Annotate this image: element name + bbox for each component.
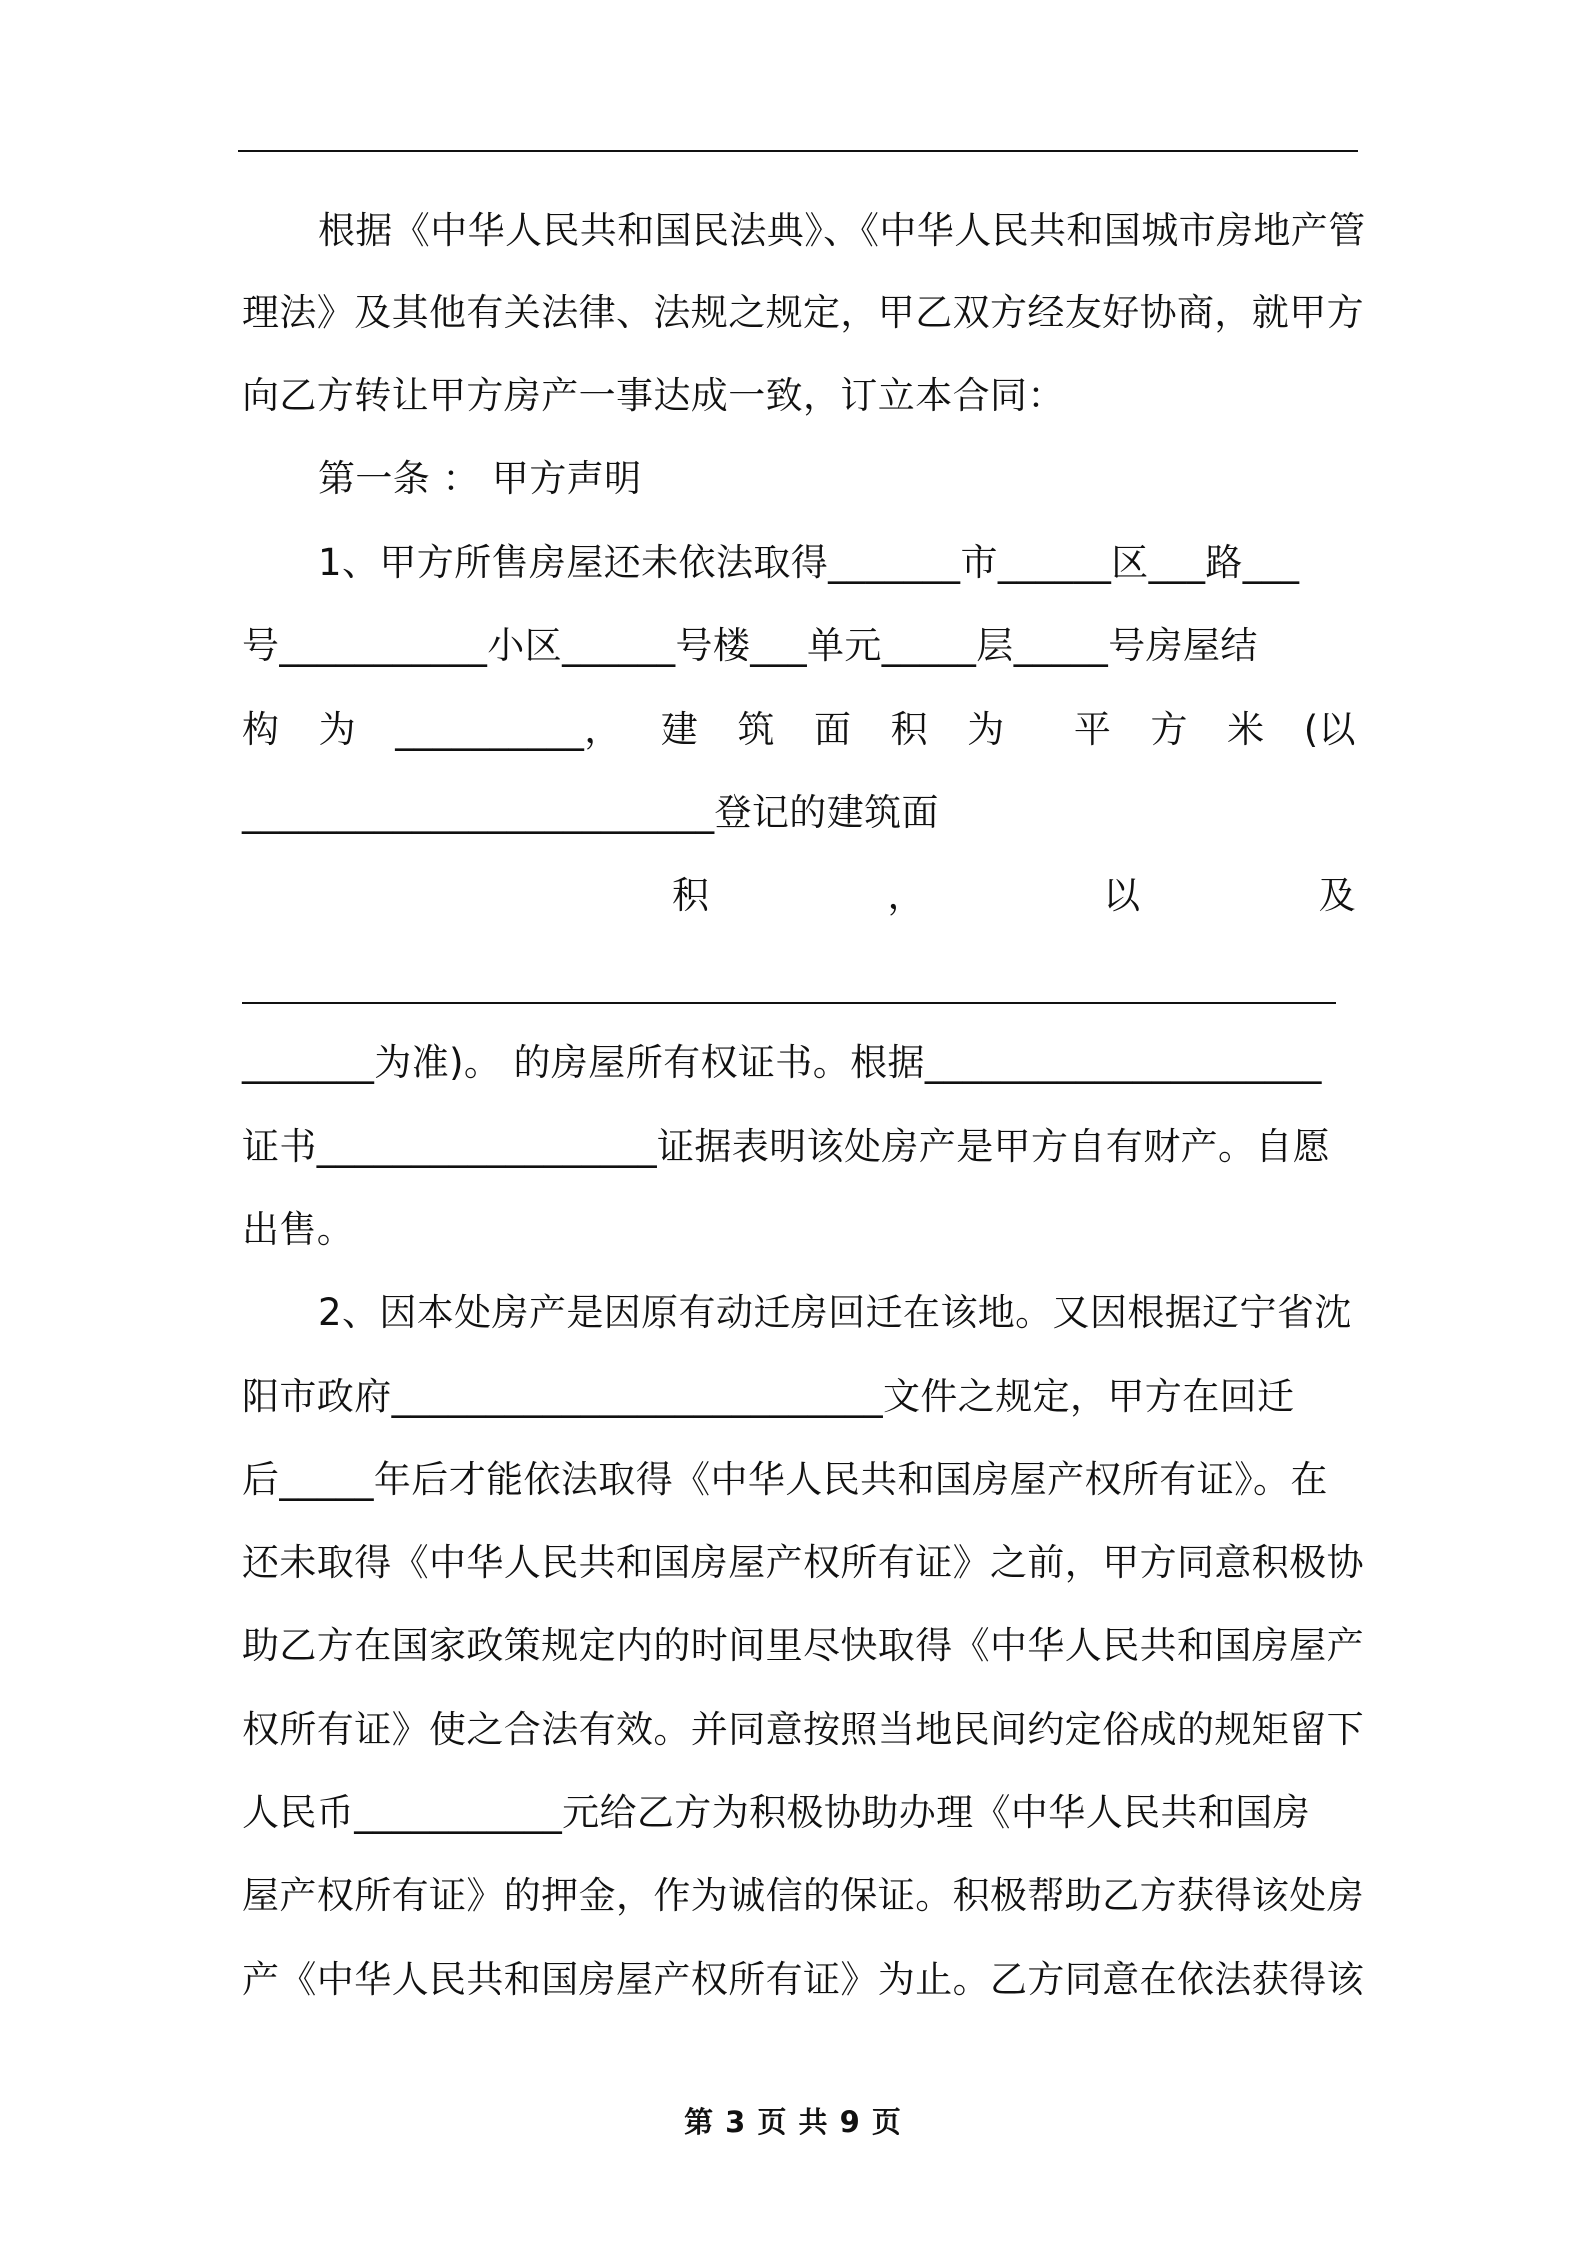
word: 及 — [1318, 874, 1356, 917]
word: (以 — [1303, 708, 1356, 751]
clause1-line-9: 出售。 — [242, 1208, 355, 1251]
word: 建 — [660, 708, 699, 751]
clause2-line-9: 产《中华人民共和国房屋产权所有证》为止。乙方同意在依法获得该 — [242, 1958, 1364, 2001]
word: 积 — [672, 874, 710, 917]
clause2-line-4: 还未取得《中华人民共和国房屋产权所有证》之前，甲方同意积极协 — [242, 1541, 1364, 1584]
clause1-line-8: 证书__________________证据表明该处房产是甲方自有财产。自愿 — [242, 1125, 1331, 1168]
clause1-line-2: 号___________小区______号楼___单元_____层_____号房屋结 — [242, 624, 1258, 667]
word: ， — [887, 874, 925, 917]
clause2-line-1: 2、因本处房产是因原有动迁房回迁在该地。又因根据辽宁省沈 — [318, 1291, 1352, 1334]
clause1-line-4: _________________________登记的建筑面 — [242, 791, 939, 834]
intro-line-1: 根据《中华人民共和国民法典》、《中华人民共和国城市房地产管 — [318, 209, 1366, 252]
word: 平 — [1073, 708, 1112, 751]
word: 为 — [967, 708, 1005, 751]
intro-line-2: 理法》及其他有关法律、法规之规定，甲乙双方经友好协商，就甲方 — [242, 291, 1364, 334]
clause2-line-3: 后_____年后才能依法取得《中华人民共和国房屋产权所有证》。在 — [242, 1458, 1328, 1501]
clause2-line-5: 助乙方在国家政策规定内的时间里尽快取得《中华人民共和国房屋产 — [242, 1624, 1364, 1667]
word: 方 — [1150, 708, 1188, 751]
clause2-line-2: 阳市政府__________________________文件之规定，甲方在回迁 — [242, 1375, 1295, 1418]
article-heading: 第一条 ： 甲方声明 — [318, 457, 642, 500]
word: 构 — [242, 708, 280, 751]
word: 面 — [814, 708, 852, 751]
word: 米 — [1227, 708, 1265, 751]
page-number-footer: 第 3 页 共 9 页 — [684, 2105, 902, 2139]
intro-line-3: 向乙方转让甲方房产一事达成一致，订立本合同： — [242, 374, 1065, 417]
clause1-line-7: _______为准)。 的房屋所有权证书。根据_____________________ — [242, 1041, 1322, 1084]
clause1-line-5 — [672, 873, 1356, 919]
word: 积 — [890, 708, 929, 751]
word: 筑 — [737, 708, 775, 751]
word: 为 — [318, 708, 357, 751]
clause2-line-8: 屋产权所有证》的押金，作为诚信的保证。积极帮助乙方获得该处房 — [242, 1874, 1364, 1917]
word: 以 — [1103, 874, 1141, 917]
clause1-line-3 — [242, 707, 1356, 753]
clause1-line-1: 1、甲方所售房屋还未依法取得_______市______区___路___ — [318, 541, 1300, 584]
clause2-line-7: 人民币___________元给乙方为积极协助办理《中华人民共和国房 — [242, 1791, 1311, 1834]
blank-underline — [242, 1002, 1336, 1004]
header-rule — [238, 150, 1358, 152]
clause2-line-6: 权所有证》使之合法有效。并同意按照当地民间约定俗成的规矩留下 — [242, 1708, 1364, 1751]
word: __________， — [395, 708, 622, 751]
